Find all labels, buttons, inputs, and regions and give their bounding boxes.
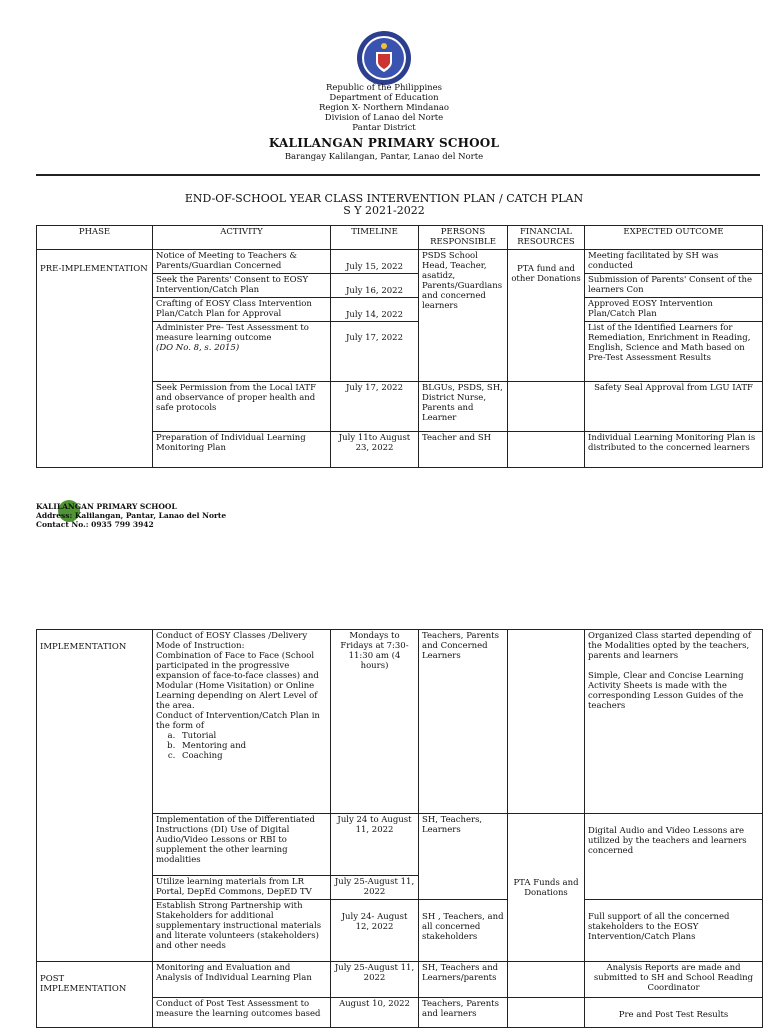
timeline-cell: July 24 to August 11, 2022 [331,814,419,876]
phase-cell: POST IMPLEMENTATION [37,962,153,1028]
footer-contact: Contact No.: 0935 799 3942 [36,520,154,529]
outcome-cell: Pre and Post Test Results [585,998,763,1028]
activity-cell: Notice of Meeting to Teachers & Parents/Guardian Concerned [153,250,331,274]
activity-cell: Preparation of Individual Learning Monitoring Plan [153,432,331,468]
activity-tail: Conduct of Intervention/Catch Plan in the form of [156,711,320,731]
school-name: KALILANGAN PRIMARY SCHOOL [268,136,500,150]
activity-cell: Utilize learning materials from LR Portal, DepEd Commons, DepED TV [153,876,331,900]
timeline-cell: July 24- August 12, 2022 [331,900,419,962]
activity-cell: Seek Permission from the Local IATF and observance of proper health and safe protocols [153,382,331,432]
column-header: EXPECTED OUTCOME [585,226,763,250]
document-title: END-OF-SCHOOL YEAR CLASS INTERVENTION PLAN / CATCH PLAN [184,192,584,205]
footer-school: KALILANGAN PRIMARY SCHOOL [36,502,177,511]
persons-cell: Teachers, Parents and Concerned Learners [419,630,508,814]
header-line: Region X- Northern Mindanao [318,103,450,113]
header-line: Pantar District [352,123,416,133]
outcome-text: Organized Class started depending of the Modalities opted by the teachers, parents and learners [588,631,752,661]
activity-cell: Monitoring and Evaluation and Analysis of Individual Learning Plan [153,962,331,998]
outcome-cell [585,630,763,814]
table-row [37,962,763,998]
table-row [37,250,763,274]
outcome-cell: Approved EOSY Intervention Plan/Catch Plan [585,298,763,322]
timeline-cell: July 16, 2022 [331,274,419,298]
financial-cell [508,998,585,1028]
list-item: a. Tutorial [178,731,327,741]
activity-cell: Crafting of EOSY Class Intervention Plan/Catch Plan for Approval [153,298,331,322]
activity-cell: Implementation of the Differentiated Instructions (DI) Use of Digital Audio/Video Lessons or RBI to supplement the other learning modalities [153,814,331,876]
timeline-cell: July 14, 2022 [331,298,419,322]
outcome-cell: Analysis Reports are made and submitted to SH and School Reading Coordinator [585,962,763,998]
footer-address: Address: Kalilangan, Pantar, Lanao del Norte [36,511,227,520]
header-line: Department of Education [329,93,439,103]
outcome-cell: List of the Identified Learners for Remediation, Enrichment in Reading, English, Science and Math based on Pre-Test Assessment Results [585,322,763,382]
activity-cell: Establish Strong Partnership with Stakeholders for additional supplementary instructional materials and literate volunteers (stakeholders) and other needs [153,900,331,962]
timeline-cell: July 17, 2022 [331,382,419,432]
header-line: Division of Lanao del Norte [324,113,444,123]
financial-cell: PTA fund and other Donations [508,250,585,382]
activity-text: Administer Pre- Test Assessment to measure learning outcome [156,323,309,343]
list-item: b. Mentoring and [178,741,327,751]
column-header: PERSONS RESPONSIBLE [419,226,508,250]
financial-cell [508,432,585,468]
persons-cell: SH, Teachers and Learners/parents [419,962,508,998]
school-year: S Y 2021-2022 [343,204,425,217]
deped-seal-icon [356,30,412,86]
timeline-cell: July 17, 2022 [331,322,419,382]
page-footer [36,502,226,529]
persons-cell: Teachers, Parents and learners [419,998,508,1028]
outcome-cell: Full support of all the concerned stakeholders to the EOSY Intervention/Catch Plans [585,900,763,962]
column-header: PHASE [37,226,153,250]
outcome-cell: Meeting facilitated by SH was conducted [585,250,763,274]
header-divider [36,174,760,176]
header-line: Republic of the Philippines [325,83,443,93]
persons-cell: SH, Teachers, Learners [419,814,508,900]
outcome-cell: Safety Seal Approval from LGU IATF [585,382,763,432]
outcome-cell: Submission of Parents' Consent of the learners Con [585,274,763,298]
outcome-cell: Digital Audio and Video Lessons are utilized by the teachers and learners concerned [585,814,763,900]
phase-cell: PRE-IMPLEMENTATION [37,250,153,468]
outcome-cell: Individual Learning Monitoring Plan is distributed to the concerned learners [585,432,763,468]
outcome-text: Simple, Clear and Concise Learning Activity Sheets is made with the corresponding Lesson Guides of the teachers [588,671,744,711]
table-row [37,630,763,814]
plan-table-pre [36,225,763,468]
financial-cell [508,630,585,814]
school-address: Barangay Kalilangan, Pantar, Lanao del Norte [284,152,484,162]
timeline-cell: July 11to August 23, 2022 [331,432,419,468]
persons-cell: Teacher and SH [419,432,508,468]
plan-table-implementation [36,629,763,1028]
activity-note: (DO No. 8, s. 2015) [156,343,240,353]
activity-cell: Conduct of Post Test Assessment to measure the learning outcomes based [153,998,331,1028]
activity-cell [153,322,331,382]
financial-cell: PTA Funds and Donations [508,814,585,962]
timeline-cell: July 25-August 11, 2022 [331,962,419,998]
activity-cell [153,630,331,814]
timeline-cell: July 15, 2022 [331,250,419,274]
persons-cell: PSDS School Head, Teacher, asatidz, Parents/Guardians and concerned learners [419,250,508,382]
persons-cell: BLGUs, PSDS, SH, District Nurse, Parents and Learner [419,382,508,432]
column-header: ACTIVITY [153,226,331,250]
column-header: FINANCIAL RESOURCES [508,226,585,250]
timeline-cell: Mondays to Fridays at 7:30-11:30 am (4 hours) [331,630,419,814]
financial-cell [508,962,585,998]
table-header-row [37,226,763,250]
timeline-cell: August 10, 2022 [331,998,419,1028]
activity-intro: Conduct of EOSY Classes /Delivery Mode of Instruction: [156,631,308,651]
list-item: c. Coaching [178,751,327,761]
phase-cell: IMPLEMENTATION [37,630,153,962]
activity-cell: Seek the Parents' Consent to EOSY Intervention/Catch Plan [153,274,331,298]
intervention-list [156,731,327,761]
financial-cell [508,382,585,432]
timeline-cell: July 25-August 11, 2022 [331,876,419,900]
persons-cell: SH , Teachers, and all concerned stakeholders [419,900,508,962]
column-header: TIMELINE [331,226,419,250]
activity-body: Combination of Face to Face (School participated in the progressive expansion of face-to-face classes) and Modular (Home Visitation) or Online Learning depending on Alert Level of the area. [156,651,319,711]
